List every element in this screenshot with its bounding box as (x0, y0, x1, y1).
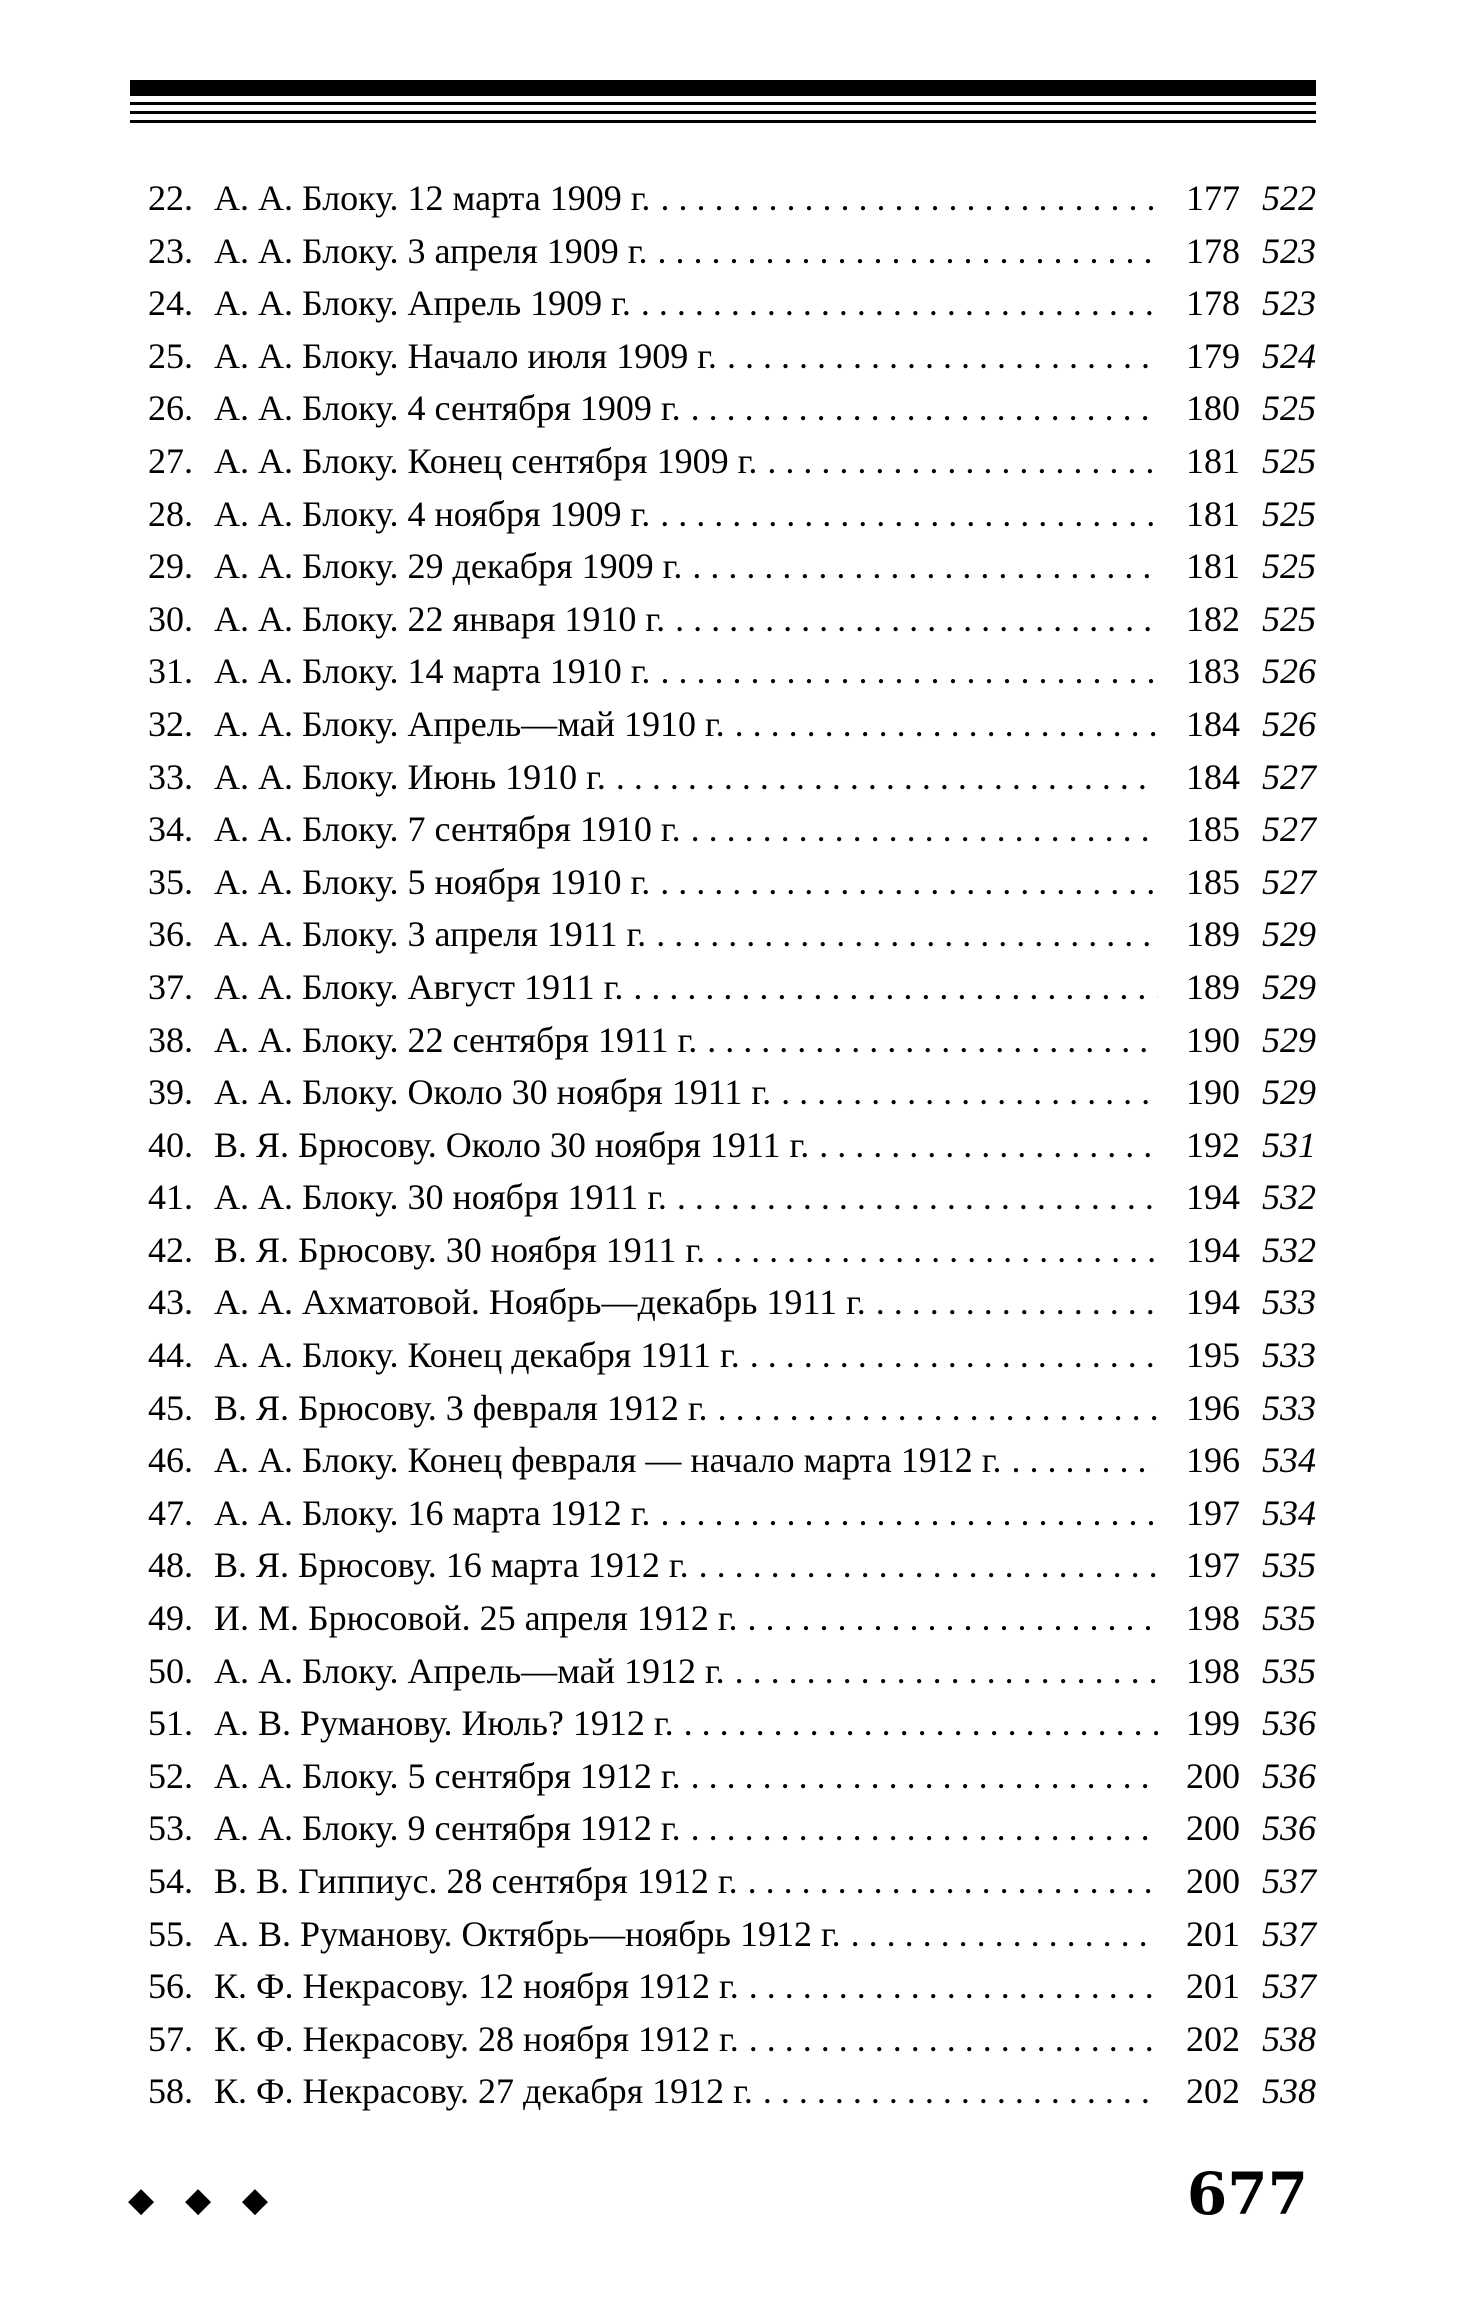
dot-leader (660, 172, 1158, 225)
toc-entry-number: 30. (148, 598, 193, 639)
toc-entry-title: А. А. Блоку. 7 сентября 1910 г. (214, 809, 681, 850)
toc-entry-page: 181 (1186, 440, 1240, 481)
dot-leader (675, 593, 1158, 646)
toc-entry-page: 201 (1186, 1966, 1240, 2007)
toc-entry-number: 26. (148, 388, 193, 429)
toc-entry-title: А. А. Блоку. 30 ноября 1911 г. (214, 1177, 667, 1218)
dot-leader (749, 1960, 1158, 2013)
toc-entry-comment-page: 527 (1262, 861, 1316, 902)
toc-entry-page: 194 (1186, 1229, 1240, 1270)
toc-entry-comment-page: 523 (1262, 283, 1316, 324)
toc-entry-number: 48. (148, 1545, 193, 1586)
toc-entry-comment-page: 536 (1262, 1808, 1316, 1849)
toc-entry-page: 177 (1186, 178, 1240, 218)
toc-entry-comment-page: 531 (1262, 1124, 1316, 1165)
toc-entry-title: А. А. Блоку. 4 сентября 1909 г. (214, 388, 681, 429)
toc-entry-title: А. А. Ахматовой. Ноябрь—декабрь 1911 г. (214, 1282, 866, 1323)
toc-entry-title: А. В. Руманову. Октябрь—ноябрь 1912 г. (214, 1913, 841, 1954)
toc-entry-number: 28. (148, 493, 193, 534)
toc-entry-page: 184 (1186, 756, 1240, 797)
toc-entry (148, 1750, 1316, 1803)
toc-entry-page: 198 (1186, 1598, 1240, 1639)
toc-entry-title: А. А. Блоку. 29 декабря 1909 г. (214, 546, 683, 587)
toc-entry-comment-page: 537 (1262, 1861, 1316, 1901)
toc-entry (148, 2065, 1316, 2118)
toc-entry (148, 1592, 1316, 1645)
toc-entry (148, 1224, 1316, 1277)
page-number: 677 (1186, 2160, 1308, 2228)
toc-entry-page: 192 (1186, 1124, 1240, 1165)
toc-entry (148, 803, 1316, 856)
toc-entry (148, 1802, 1316, 1855)
toc-entry-comment-page: 526 (1262, 703, 1316, 744)
toc-entry-number: 56. (148, 1966, 193, 2007)
toc-entry (148, 277, 1316, 330)
toc-entry (148, 1487, 1316, 1540)
dot-leader (876, 1276, 1158, 1329)
toc-entry-page: 198 (1186, 1650, 1240, 1691)
toc-entry-page: 182 (1186, 598, 1240, 639)
toc-entry-number: 40. (148, 1124, 193, 1165)
diamond-ornament-icon: ◆ ◆ ◆ (128, 2180, 279, 2220)
toc-entry-title: А. А. Блоку. Апрель—май 1910 г. (214, 703, 725, 744)
toc-entry-title: А. А. Блоку. 3 апреля 1911 г. (214, 914, 647, 955)
toc-entry-comment-page: 532 (1262, 1229, 1316, 1270)
toc-entry-number: 39. (148, 1072, 193, 1113)
dot-leader (684, 1697, 1158, 1750)
toc-entry-page: 181 (1186, 493, 1240, 534)
toc-entry-number: 41. (148, 1177, 193, 1218)
toc-entry (148, 382, 1316, 435)
toc-entry-title: А. А. Блоку. Август 1911 г. (214, 966, 624, 1007)
dot-leader (616, 751, 1158, 804)
toc-entry-page: 183 (1186, 651, 1240, 692)
toc-entry-comment-page: 529 (1262, 1019, 1316, 1060)
toc-entry (148, 698, 1316, 751)
dot-leader (660, 488, 1158, 541)
toc-entry-page: 197 (1186, 1492, 1240, 1533)
toc-entry (148, 1066, 1316, 1119)
toc-entry-page: 184 (1186, 703, 1240, 744)
toc-entry-comment-page: 524 (1262, 335, 1316, 376)
dot-leader (748, 1855, 1158, 1908)
toc-entry-page: 201 (1186, 1913, 1240, 1954)
dot-leader (781, 1066, 1158, 1119)
toc-entry (148, 1908, 1316, 1961)
toc-entry-number: 54. (148, 1861, 193, 1901)
toc-entry-title: В. В. Гиппиус. 28 сентября 1912 г. (214, 1861, 738, 1901)
toc-entry-number: 42. (148, 1229, 193, 1270)
toc-entry-title: И. М. Брюсовой. 25 апреля 1912 г. (214, 1598, 738, 1639)
toc-entry (148, 1645, 1316, 1698)
toc-entry-number: 37. (148, 966, 193, 1007)
dot-leader (699, 1539, 1158, 1592)
toc-entry-title: В. Я. Брюсову. 30 ноября 1911 г. (214, 1229, 706, 1270)
toc-entry-page: 178 (1186, 230, 1240, 271)
toc-entry-comment-page: 533 (1262, 1282, 1316, 1323)
toc-entry-comment-page: 538 (1262, 2018, 1316, 2059)
dot-leader (692, 540, 1158, 593)
dot-leader (735, 1645, 1158, 1698)
toc-entry-number: 23. (148, 230, 193, 271)
toc-entry (148, 1276, 1316, 1329)
toc-entry-number: 25. (148, 335, 193, 376)
toc-entry-comment-page: 533 (1262, 1387, 1316, 1428)
toc-entry-number: 55. (148, 1913, 193, 1954)
toc-entry-number: 22. (148, 178, 193, 218)
toc-entry-title: А. А. Блоку. 3 апреля 1909 г. (214, 230, 648, 271)
toc-entry (148, 1014, 1316, 1067)
toc-entry-comment-page: 523 (1262, 230, 1316, 271)
toc-entry-comment-page: 535 (1262, 1545, 1316, 1586)
toc-entry (148, 488, 1316, 541)
toc-entry-number: 46. (148, 1440, 193, 1481)
toc-entry-number: 31. (148, 651, 193, 692)
toc-entry-page: 197 (1186, 1545, 1240, 1586)
toc-entry-title: В. Я. Брюсову. 16 марта 1912 г. (214, 1545, 689, 1586)
toc-entry (148, 1434, 1316, 1487)
dot-leader (691, 1802, 1158, 1855)
dot-leader (735, 698, 1158, 751)
dot-leader (750, 1329, 1158, 1382)
toc-entry-number: 53. (148, 1808, 193, 1849)
toc-entry-page: 200 (1186, 1861, 1240, 1901)
toc-entry-number: 45. (148, 1387, 193, 1428)
dot-leader (658, 225, 1158, 278)
dot-leader (707, 1014, 1158, 1067)
toc-entry-comment-page: 525 (1262, 493, 1316, 534)
header-rule-thin (130, 102, 1316, 105)
toc-entry-page: 194 (1186, 1177, 1240, 1218)
toc-entry-title: А. А. Блоку. Конец сентября 1909 г. (214, 440, 758, 481)
toc-entry-page: 202 (1186, 2018, 1240, 2059)
dot-leader (691, 382, 1158, 435)
dot-leader (749, 2013, 1158, 2066)
toc-entry-number: 32. (148, 703, 193, 744)
toc-entry (148, 593, 1316, 646)
toc-entry (148, 1960, 1316, 2013)
dot-leader (819, 1119, 1158, 1172)
toc-entry-number: 58. (148, 2071, 193, 2112)
toc-entry (148, 1119, 1316, 1172)
toc-entry-comment-page: 534 (1262, 1440, 1316, 1481)
toc-entry-page: 202 (1186, 2071, 1240, 2112)
dot-leader (691, 1750, 1158, 1803)
dot-leader (691, 803, 1158, 856)
toc-entry-page: 181 (1186, 546, 1240, 587)
toc-entry-number: 27. (148, 440, 193, 481)
toc-entry-number: 24. (148, 283, 193, 324)
toc-entry-page: 178 (1186, 283, 1240, 324)
toc-entry-comment-page: 525 (1262, 388, 1316, 429)
toc-entry-page: 200 (1186, 1808, 1240, 1849)
toc-entry-number: 57. (148, 2018, 193, 2059)
toc-entry-page: 194 (1186, 1282, 1240, 1323)
toc-entry-number: 38. (148, 1019, 193, 1060)
toc-entry-comment-page: 538 (1262, 2071, 1316, 2112)
dot-leader (660, 1487, 1158, 1540)
toc-entry-comment-page: 535 (1262, 1598, 1316, 1639)
toc-entry-page: 189 (1186, 914, 1240, 955)
toc-entry (148, 751, 1316, 804)
toc-entry-title: А. А. Блоку. Около 30 ноября 1911 г. (214, 1072, 772, 1113)
toc-entry-comment-page: 529 (1262, 966, 1316, 1007)
toc-entry-comment-page: 527 (1262, 756, 1316, 797)
dot-leader (1011, 1434, 1158, 1487)
dot-leader (718, 1382, 1158, 1435)
toc-entry-comment-page: 525 (1262, 440, 1316, 481)
toc-entry (148, 1329, 1316, 1382)
toc-entry-number: 49. (148, 1598, 193, 1639)
dot-leader (727, 330, 1158, 383)
toc-entry-page: 190 (1186, 1019, 1240, 1060)
dot-leader (748, 1592, 1158, 1645)
toc-entry-comment-page: 533 (1262, 1335, 1316, 1376)
toc-entry-number: 43. (148, 1282, 193, 1323)
toc-entry-page: 180 (1186, 388, 1240, 429)
dot-leader (715, 1224, 1158, 1277)
toc-entry-title: А. А. Блоку. Июнь 1910 г. (214, 756, 606, 797)
toc-entry (148, 645, 1316, 698)
toc-entry (148, 2013, 1316, 2066)
toc-entry-page: 185 (1186, 861, 1240, 902)
toc-entry-comment-page: 522 (1262, 178, 1316, 218)
toc-entry-page: 196 (1186, 1440, 1240, 1481)
toc-entry-title: А. А. Блоку. 22 сентября 1911 г. (214, 1019, 698, 1060)
toc-entry-page: 199 (1186, 1703, 1240, 1744)
toc-entry-number: 51. (148, 1703, 193, 1744)
toc-entry-title: А. В. Руманову. Июль? 1912 г. (214, 1703, 674, 1744)
toc-entry-page: 195 (1186, 1335, 1240, 1376)
toc-entry-comment-page: 535 (1262, 1650, 1316, 1691)
toc-entry-comment-page: 534 (1262, 1492, 1316, 1533)
toc-entry-title: А. А. Блоку. 12 марта 1909 г. (214, 178, 651, 218)
dot-leader (763, 2065, 1158, 2118)
toc-entry-number: 47. (148, 1492, 193, 1533)
dot-leader (656, 908, 1158, 961)
toc-entry-title: К. Ф. Некрасову. 27 декабря 1912 г. (214, 2071, 753, 2112)
toc-entry (148, 1697, 1316, 1750)
toc-entry (148, 1855, 1316, 1908)
toc-entry-number: 33. (148, 756, 193, 797)
dot-leader (851, 1908, 1158, 1961)
toc-entry-page: 185 (1186, 809, 1240, 850)
toc-entry (148, 435, 1316, 488)
toc-entry-number: 50. (148, 1650, 193, 1691)
toc-entry-page: 196 (1186, 1387, 1240, 1428)
toc-entry-comment-page: 526 (1262, 651, 1316, 692)
toc-entry-title: К. Ф. Некрасову. 12 ноября 1912 г. (214, 1966, 739, 2007)
toc-entry-title: А. А. Блоку. 14 марта 1910 г. (214, 651, 651, 692)
toc-entry-comment-page: 537 (1262, 1913, 1316, 1954)
toc-entry-number: 34. (148, 809, 193, 850)
header-rule-thin (130, 120, 1316, 123)
header-rule-thin (130, 111, 1316, 114)
toc-entry-title: А. А. Блоку. 22 января 1910 г. (214, 598, 666, 639)
toc-entry-page: 200 (1186, 1755, 1240, 1796)
toc-entry-comment-page: 529 (1262, 1072, 1316, 1113)
toc-entry (148, 908, 1316, 961)
toc-entry-title: А. А. Блоку. 5 ноября 1910 г. (214, 861, 651, 902)
toc-entry (148, 961, 1316, 1014)
toc-entry-number: 36. (148, 914, 193, 955)
toc-entry-comment-page: 525 (1262, 598, 1316, 639)
toc-entry-title: А. А. Блоку. Апрель 1909 г. (214, 283, 631, 324)
table-of-contents (148, 172, 1316, 2118)
toc-entry-title: А. А. Блоку. Конец декабря 1911 г. (214, 1335, 740, 1376)
toc-entry-title: А. А. Блоку. Начало июля 1909 г. (214, 335, 717, 376)
toc-entry (148, 330, 1316, 383)
toc-entry (148, 1382, 1316, 1435)
dot-leader (660, 645, 1158, 698)
toc-entry-page: 179 (1186, 335, 1240, 376)
toc-entry-title: В. Я. Брюсову. Около 30 ноября 1911 г. (214, 1124, 810, 1165)
toc-entry-title: А. А. Блоку. Конец февраля — начало марта 1912 г. (214, 1440, 1002, 1481)
toc-entry (148, 1171, 1316, 1224)
toc-entry-page: 190 (1186, 1072, 1240, 1113)
toc-entry-title: А. А. Блоку. 5 сентября 1912 г. (214, 1755, 681, 1796)
toc-entry-number: 29. (148, 546, 193, 587)
toc-entry-comment-page: 536 (1262, 1703, 1316, 1744)
dot-leader (677, 1171, 1158, 1224)
header-rule-thick (130, 80, 1316, 96)
toc-entry-title: К. Ф. Некрасову. 28 ноября 1912 г. (214, 2018, 739, 2059)
toc-entry-number: 44. (148, 1335, 193, 1376)
toc-entry-number: 52. (148, 1755, 193, 1796)
dot-leader (767, 435, 1158, 488)
toc-entry-comment-page: 527 (1262, 809, 1316, 850)
toc-entry (148, 856, 1316, 909)
toc-entry-comment-page: 529 (1262, 914, 1316, 955)
toc-entry-title: А. А. Блоку. 4 ноября 1909 г. (214, 493, 651, 534)
toc-entry-comment-page: 537 (1262, 1966, 1316, 2007)
toc-entry-comment-page: 536 (1262, 1755, 1316, 1796)
toc-entry-title: А. А. Блоку. 16 марта 1912 г. (214, 1492, 651, 1533)
toc-entry (148, 225, 1316, 278)
toc-entry (148, 172, 1316, 225)
dot-leader (641, 277, 1158, 330)
toc-entry-comment-page: 532 (1262, 1177, 1316, 1218)
dot-leader (633, 961, 1158, 1014)
toc-entry-page: 189 (1186, 966, 1240, 1007)
toc-entry-title: В. Я. Брюсову. 3 февраля 1912 г. (214, 1387, 708, 1428)
toc-entry (148, 540, 1316, 593)
toc-entry-title: А. А. Блоку. Апрель—май 1912 г. (214, 1650, 725, 1691)
toc-entry (148, 1539, 1316, 1592)
toc-entry-title: А. А. Блоку. 9 сентября 1912 г. (214, 1808, 681, 1849)
toc-entry-number: 35. (148, 861, 193, 902)
toc-entry-comment-page: 525 (1262, 546, 1316, 587)
dot-leader (660, 856, 1158, 909)
